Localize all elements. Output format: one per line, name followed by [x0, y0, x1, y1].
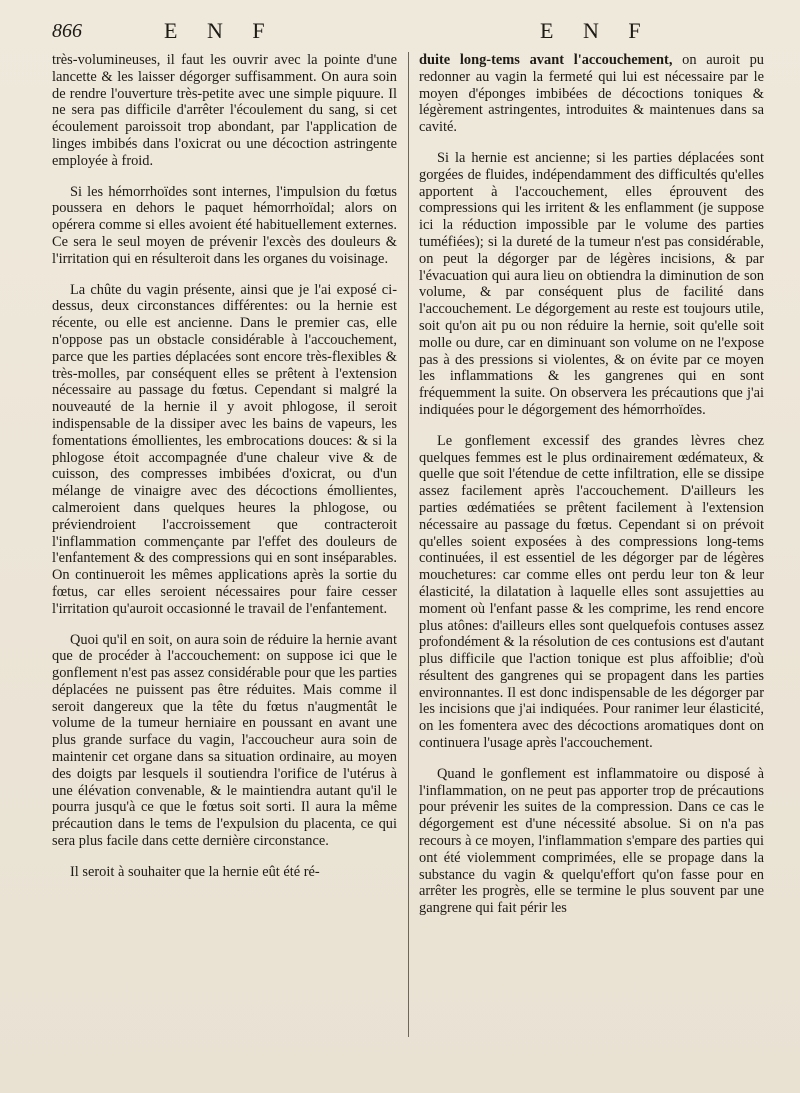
page-number: 866 [52, 20, 82, 42]
paragraph: Quoi qu'il en soit, on aura soin de réduire la hernie avant que de procéder à l'accouchement: on suppose ici que le gonflement n'est pas assez considérable pour que les parties déplacées ne puissent pas être réduites. Mais comme il seroit dangereux que la tête du fœtus n'augmentât le volume de la tumeur herniaire en poussant en avant une plus grande surface du vagin, l'accoucheur aura soin de maintenir cet organe dans sa situation ordinaire, au moyen des doigts par lesquels il soutiendra l'orifice de l'utérus à une élévation convenable, & le maintiendra autant qu'il le pourra jusqu'à ce que le fœtus soit sorti. Il aura la même précaution dans le tems de l'expulsion du placenta, ce qui sera plus facile dans cette dernière circonstance. [52, 631, 397, 850]
paragraph: Il seroit à souhaiter que la hernie eût été ré- [70, 863, 320, 880]
paragraph: Si les hémorrhoïdes sont internes, l'impulsion du fœtus poussera en dehors le paquet hémorrhoïdal; alors on opérera comme si elles avoient été habituellement externes. Ce sera le seul moyen de prévenir l'excès des douleurs & l'irritation qui en résulteroit dans les organes du voisinage. [52, 183, 397, 267]
text-columns [52, 52, 764, 1082]
paragraph: La chûte du vagin présente, ainsi que je l'ai exposé ci-dessus, deux circonstances différentes: ou la hernie est récente, ou elle est ancienne. Dans le premier cas, elle n'oppose pas un obstacle considérable à l'accouchement, parce que les parties déplacées sont encore très-flexibles & très-molles, par conséquent elles se prêtent à l'extension nécessaire au passage du fœtus. Cependant si malgré la nouveauté de la hernie il y avoit phlogose, il seroit indispensable de la dissiper avec les bains de vapeurs, les fomentations émollientes, les embrocations douces: & si la phlogose étoit accompagnée d'une chaleur vive & de cuisson, des compresses imbibées d'oxicrat, ou d'un mélange de vinaigre avec des décoctions émollientes, calmeroient dans quelques heures la phlogose, ou préviendroient l'accroissement que contracteroit l'inflammation commençante par l'effet des douleurs de l'enfantement & des compressions qui en sont inséparables. On continueroit les mêmes applications après la sortie du fœtus, car elles seroient nécessaires pour faire cesser l'irritation qu'auroit occasionné le travail de l'enfantement. [52, 281, 397, 617]
left-column [52, 52, 397, 1082]
paragraph: très-volumineuses, il faut les ouvrir avec la pointe d'une lancette & les laisser dégorger suffisamment. On aura soin de rendre l'ouverture très-petite avec une simple piquure. Il ne sera pas difficile d'arrêter l'écoulement du sang, si cet écoulement paroissoit trop abondant, par l'application de linges imbibés dans l'oxicrat ou une décoction astringente employée à froid. [52, 52, 397, 169]
paragraph: Quand le gonflement est inflammatoire ou disposé à l'inflammation, on ne peut pas apporter trop de précautions pour prévenir les suites de la compression. Dans ce cas le dégorgement est d'une nécessité absolue. Si on n'a pas recours à ce moyen, l'inflammation s'empare des parties qui ont été violemment comprimées, elle se propage dans la substance du vagin & quelqu'effort qu'on fasse pour en arrêter les progrès, elle se termine le plus souvent par une gangrene qui fait périr les [419, 765, 764, 917]
running-head-right: E N F [540, 18, 653, 43]
paragraph: Si la hernie est ancienne; si les parties déplacées sont gorgées de fluides, indépendamment des difficultés qu'elles apportent à l'accouchement, elles éprouvent des compressions qui les irritent & les enflamment (je suppose ici la réduction impossible par le volume des parties tuméfiées); si la dureté de la tumeur n'est pas considérable, on peut la dégorger par de légères incisions, & par l'évacuation qui aura lieu on obtiendra la diminution de son volume, & par conséquent plus de facilité dans l'accouchement. Le dégorgement au reste est toujours utile, soit qu'on ait pu ou non réduire la hernie, soit qu'elle soit molle ou dure, car en diminuant son volume on ne l'expose pas à des pressions si violentes, & on évite par ce moyen les inflammations & les gangrenes qui en sont fréquemment la suite. On observera les précautions que j'ai indiquées pour le dégorgement des hémorrhoïdes. [419, 149, 764, 418]
page-header [52, 14, 760, 48]
paragraph: Le gonflement excessif des grandes lèvres chez quelques femmes est le plus ordinairement œdémateux, & quelle que soit l'étendue de cette infiltration, elle se dissipe assez facilement après l'accouchement. D'ailleurs les parties œdématiées se prêtent facilement à l'extension nécessaire au passage du fœtus. Cependant si on prévoit qu'elles soient exposées à des compressions long-tems continuées, il est essentiel de les dégorger par de légères mouchetures: car comme elles ont perdu leur ton & leur élasticité, la dilatation à laquelle elles sont assujetties au moment où l'enfant passe & les comprime, les rend encore plus atônes: d'ailleurs elles sont quelquefois contuses assez profondément & la résolution de ces contusions est d'autant plus difficile que l'action tonique est plus affoiblie; d'où résultent des gangrenes qui se propagent dans les parties environnantes. Il est donc indispensable de les dégorger par les incisions que j'ai indiquées. Pour ranimer leur élasticité, on les fomentera avec des décoctions aromatiques dont on continuera l'usage après l'accouchement. [419, 432, 764, 752]
right-column [419, 52, 764, 1082]
paragraph: duite long-tems avant l'accouchement, on auroit pu redonner au vagin la fermeté qui lui est nécessaire par le moyen d'éponges imbibées de décoctions toniques & légèrement astringentes, introduites & maintenues dans sa cavité. [419, 52, 764, 136]
running-head-left: E N F [164, 18, 277, 43]
